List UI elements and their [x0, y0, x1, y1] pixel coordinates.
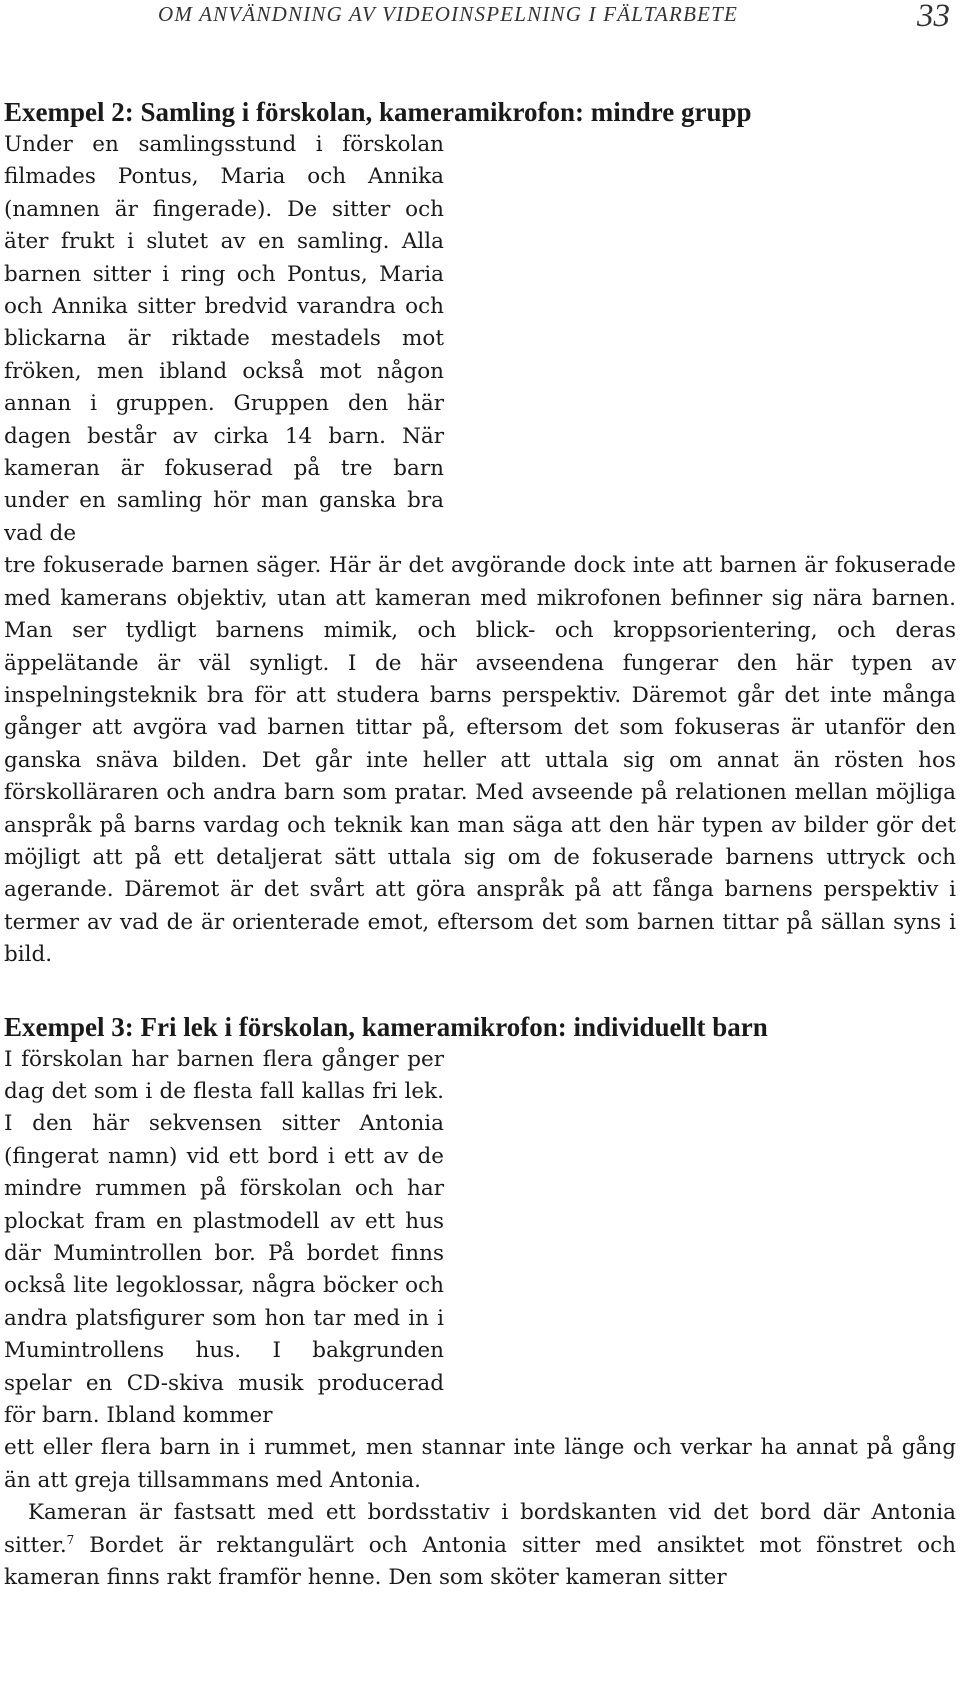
running-title: OM ANVÄNDNING AV VIDEOINSPELNING I FÄLTARBETE — [158, 2, 739, 26]
page-header — [0, 0, 960, 40]
footnote-marker[interactable]: 7 — [66, 1532, 75, 1547]
page-body — [4, 95, 956, 1594]
paragraph-example-2-intro: Under en samlingsstund i förskolan filmades Pontus, Maria och Annika (namnen är fingerade). De sitter och äter frukt i slutet av en samling. Alla barnen sitter i ring och Pontus, Maria och Annika sitter bredvid varandra och blickarna är riktade mestadels mot fröken, men ibland också mot någon annan i gruppen. Gruppen den här dagen består av cirka 14 barn. När kameran är fokuserad på tre barn under en samling hör man ganska bra vad de — [4, 132, 444, 546]
paragraph-example-3-camera — [4, 1497, 956, 1594]
page-number: 33 — [917, 0, 950, 34]
paragraph-example-3-continued: ett eller flera barn in i rummet, men stannar inte länge och verkar ha annat på gång än att greja tillsammans med Antonia. — [4, 1435, 956, 1493]
paragraph-example-2-body: tre fokuserade barnen säger. Här är det avgörande dock inte att barnen är fokuserade med kamerans objektiv, utan att kameran med mikrofonen befinner sig nära barnen. Man ser tydligt barnens mimik, och blick- och kroppsorientering, och deras äppelätande är väl synligt. I de här avseendena fungerar den här typen av inspelningsteknik bra för att studera barns perspektiv. Däremot går det inte många gånger att avgöra vad barnen tittar på, eftersom det som fokuseras är utanför den ganska snäva bilden. Det går inte heller att uttala sig om annat än rösten hos förskolläraren och andra barn som pratar. Med avseende på relationen mellan möjliga anspråk på barns vardag och teknik kan man säga att den här typen av bilder gör det möjligt att på ett detaljerat sätt uttala sig om de fokuserade barnens uttryck och agerande. Däremot är det svårt att göra anspråk på att fånga barnens perspektiv i termer av vad de är orienterade emot, eftersom det som barnen tittar på sällan syns i bild. — [4, 553, 956, 968]
section-heading-example-2: Exempel 2: Samling i förskolan, kameramikrofon: mindre grupp — [4, 97, 752, 127]
paragraph-text: Kameran är fastsatt med ett bordsstativ i bordskanten vid det bord där Antonia sitter. — [4, 1500, 956, 1558]
paragraph-example-3-intro: I förskolan har barnen flera gånger per dag det som i de flesta fall kallas fri lek. I den här sekvensen sitter Antonia (fingerat namn) vid ett bord i ett av de mindre rummen på förskolan och har plockat fram en plastmodell av ett hus där Mumintrollen bor. På bordet finns också lite legoklossar, några böcker och andra platsfigurer som hon tar med in i Mumintrollens hus. I bakgrunden spelar en CD-skiva musik producerad för barn. Ibland kommer — [4, 1046, 444, 1429]
paragraph-text: Bordet är rektangulärt och Antonia sitter med ansiktet mot fönstret och kameran finns rakt framför henne. Den som sköter kameran sitter — [4, 1532, 956, 1591]
section-heading-example-3: Exempel 3: Fri lek i förskolan, kameramikrofon: individuellt barn — [4, 1011, 768, 1042]
